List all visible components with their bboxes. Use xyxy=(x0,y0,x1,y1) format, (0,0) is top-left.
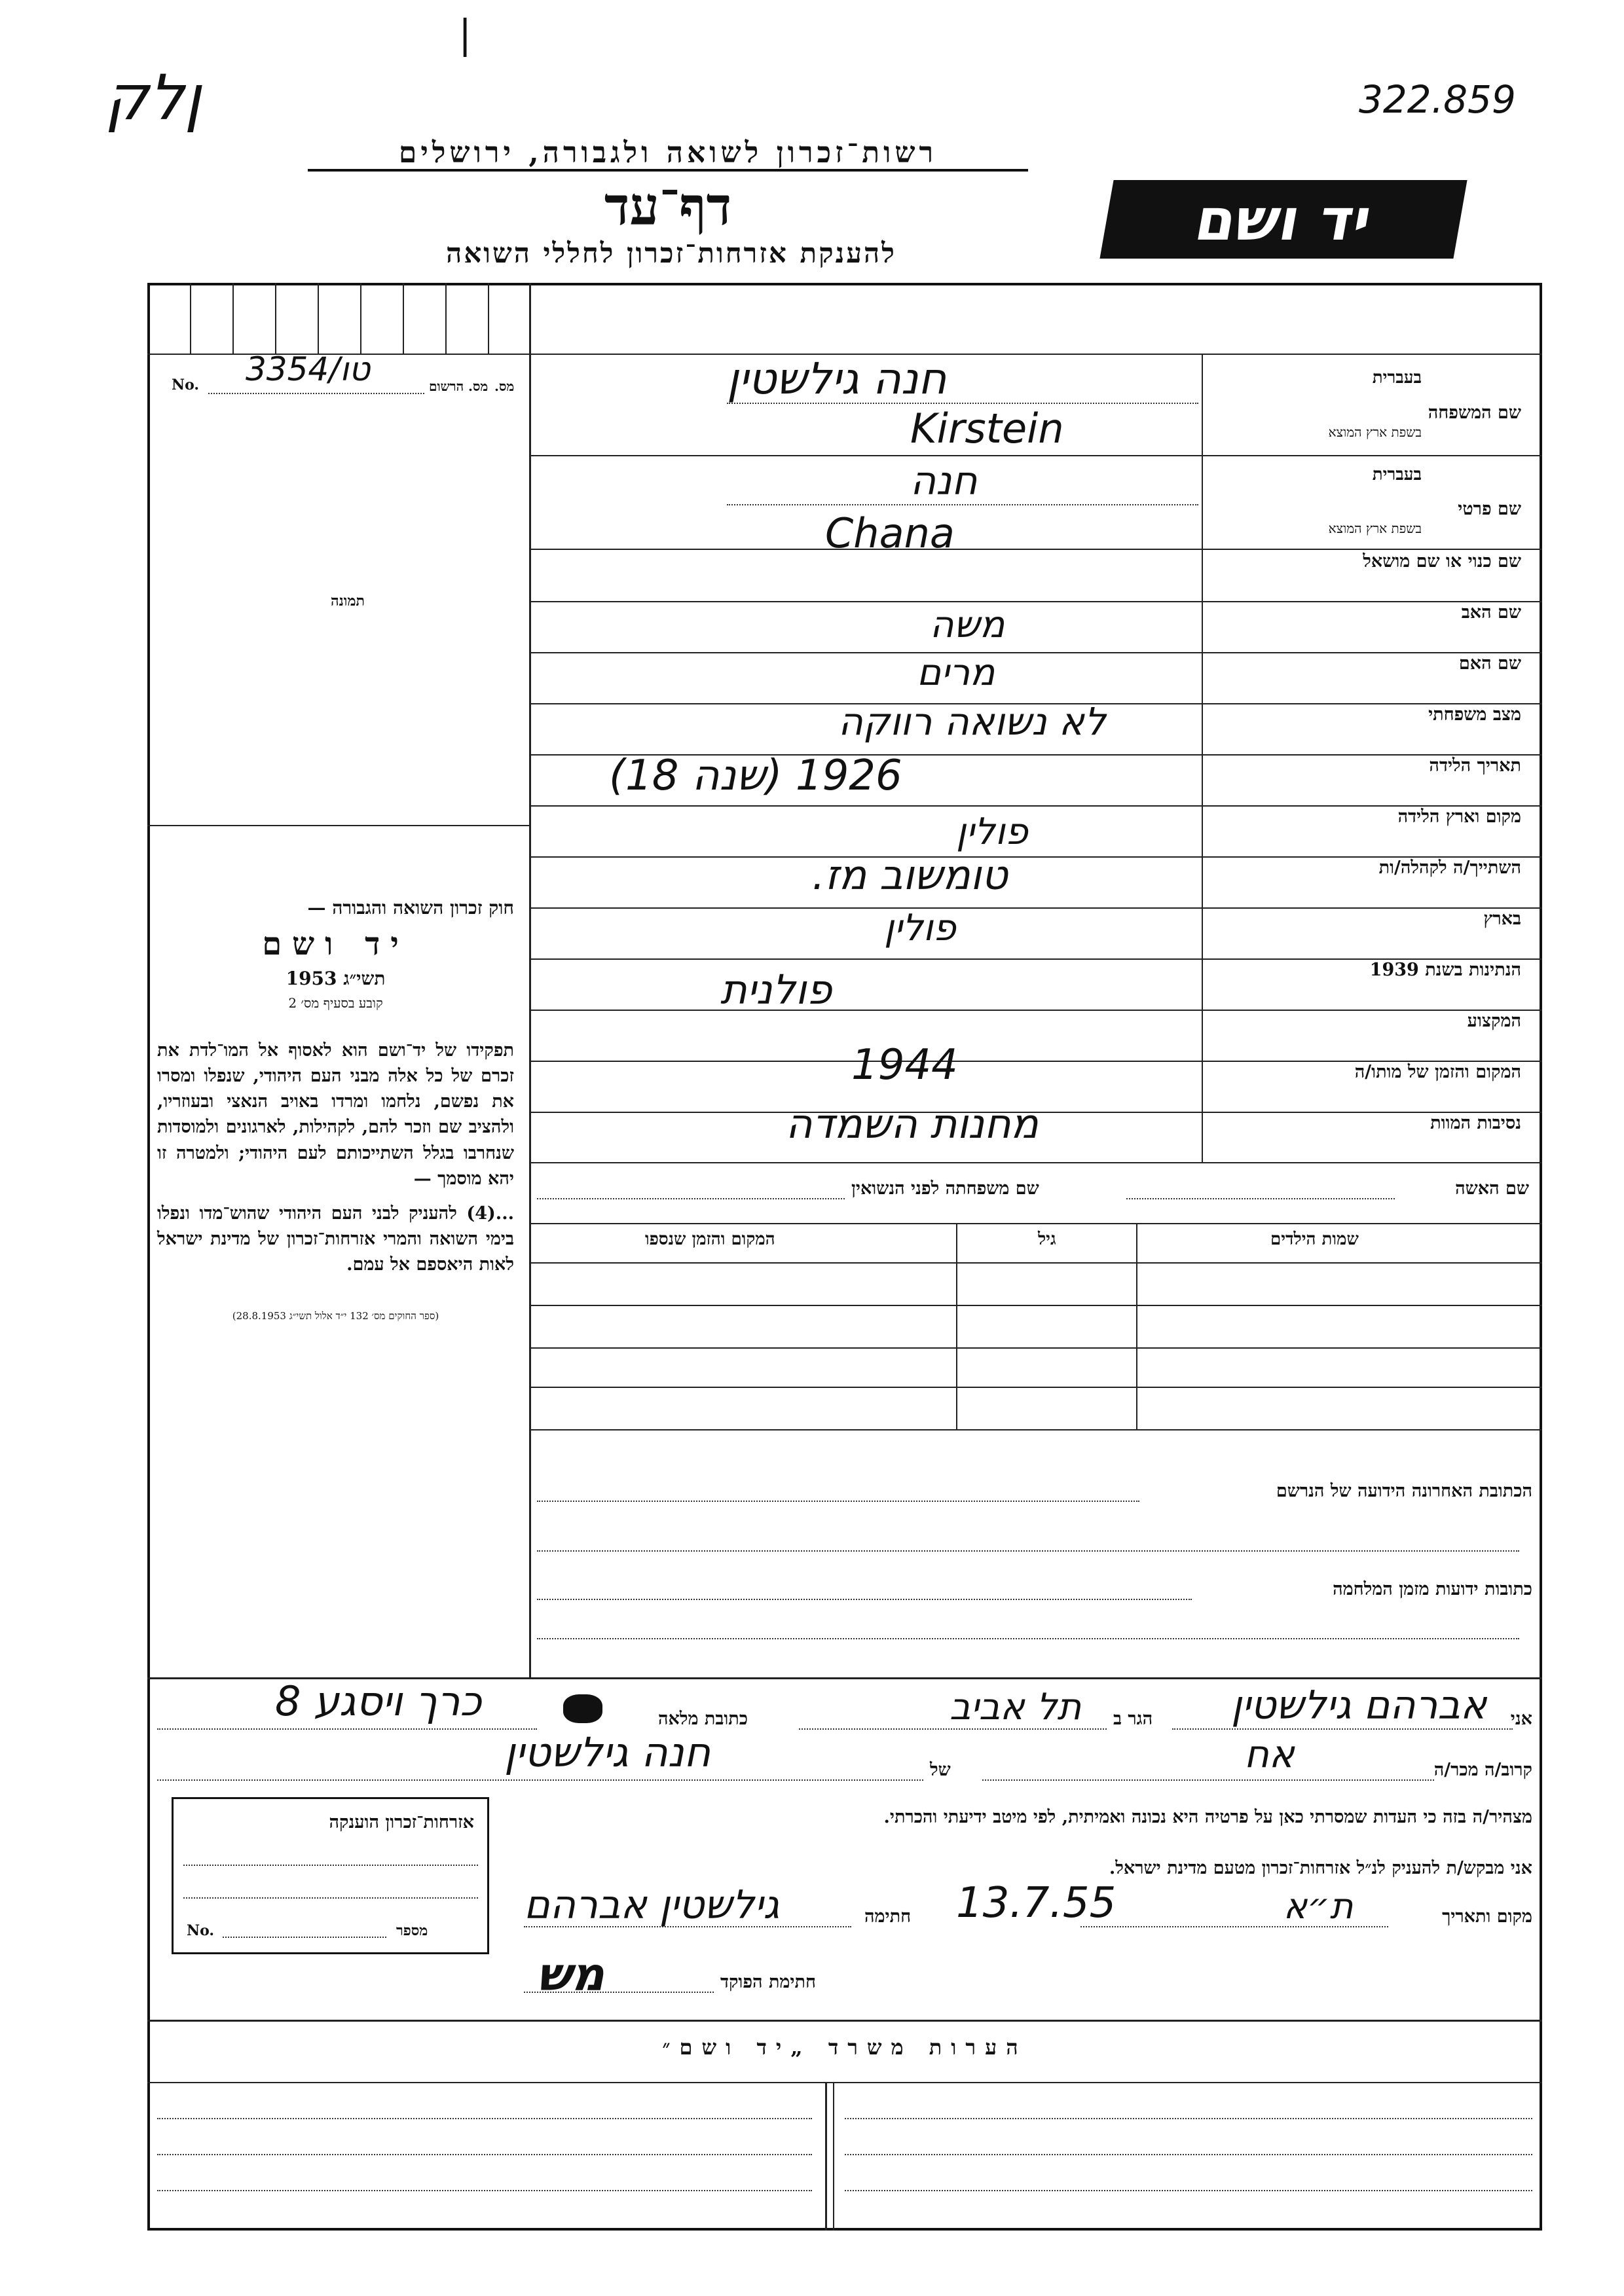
left-column-divider xyxy=(529,283,531,1677)
office-notes-dots xyxy=(157,2154,812,2155)
of-value: חנה גילשטין xyxy=(504,1728,711,1776)
reg-label: מס. הרשום xyxy=(429,378,489,394)
strip-cell xyxy=(190,283,191,354)
strip-cell xyxy=(360,283,361,354)
resides-dots xyxy=(799,1728,1107,1730)
nickname-label: שם כנוי או שם מושאל xyxy=(1363,551,1521,572)
ink-blot-icon xyxy=(563,1694,602,1723)
first-local-label: בשפת ארץ המוצא xyxy=(1328,520,1422,536)
law-year: תשי״ג 1953 xyxy=(286,968,386,989)
table-row-line xyxy=(529,1347,1542,1349)
country-label: בארץ xyxy=(1483,909,1521,929)
officer-label: חתימת הפוקד xyxy=(720,1972,816,1992)
margin-mark: | xyxy=(458,12,472,58)
place-value: ת״א xyxy=(1283,1886,1354,1927)
marital-label: מצב משפחתי xyxy=(1428,704,1521,725)
office-notes-dots xyxy=(157,2118,812,2119)
first-local-value: Chana xyxy=(825,509,955,557)
strip-cell xyxy=(318,283,319,354)
law-title: חוק זכרון השואה והגבורה — xyxy=(307,897,514,919)
address-dots xyxy=(537,1550,1519,1552)
row-line xyxy=(529,805,1542,807)
citizenship-number-label: מספר xyxy=(396,1922,428,1939)
relative-value: אח xyxy=(1244,1732,1295,1776)
law-para1: תפקידו של יד־ושם הוא לאסוף אל המו־לדת את זכרם של כל אלה מבני העם היהודי, שנפלו ומסרו את נפשם, נלחמו ומרדו באויב הנאצי ובעוזריו, ולהציב שם וזכר להם, לקהילות, לארגונים ולמוסדות שנחרבו בגלל השתייכותם לעם היהודי; ולמטרה זו יהא מוסמך — xyxy=(157,1040,514,1189)
law-footnote: (ספר החוקים מס׳ 132 י״ד אלול תשי״ג 28.8.1953) xyxy=(232,1310,439,1322)
resides-value: תל אביב xyxy=(950,1686,1082,1728)
strip-cell xyxy=(232,283,234,354)
citizenship-no-dots xyxy=(223,1937,386,1938)
row-line xyxy=(529,455,1542,456)
age-header: גיל xyxy=(1038,1230,1056,1249)
row-line xyxy=(529,1061,1542,1062)
place-date-label: מקום ותאריך xyxy=(1442,1906,1532,1927)
office-notes-dots xyxy=(845,2118,1532,2119)
family-hebrew-label: בעברית xyxy=(1372,368,1422,388)
office-notes-divider xyxy=(833,2082,834,2231)
community-value: טומשוב מז. xyxy=(812,851,1008,899)
yad-vashem-logo xyxy=(1099,180,1467,259)
row-line xyxy=(529,907,1542,909)
maiden-label: שם משפחתה לפני הנשואין xyxy=(851,1178,1039,1199)
header-authority: רשות־זכרון לשואה ולגבורה, ירושלים xyxy=(398,136,938,170)
family-name-label: שם המשפחה xyxy=(1428,403,1521,423)
relative-label: קרוב/ה מכר/ה xyxy=(1433,1760,1532,1780)
death-circ-label: נסיבות המוות xyxy=(1430,1113,1521,1133)
community-label: השתייך/ה לקהלה/ות xyxy=(1378,858,1521,878)
table-col-line xyxy=(956,1223,957,1429)
office-notes-divider xyxy=(825,2082,827,2231)
field-labels xyxy=(1203,354,1540,1162)
strip-cell xyxy=(445,283,447,354)
form-subtitle: להענקת אזרחות־זכרון לחללי השואה xyxy=(446,237,896,269)
row-line xyxy=(529,601,1542,602)
war-address-label: כתובות ידועות מזמן המלחמה xyxy=(1333,1579,1532,1599)
maiden-dots xyxy=(537,1198,845,1199)
wife-label: שם האשה xyxy=(1455,1178,1529,1199)
death-place-value: 1944 xyxy=(851,1041,958,1089)
table-row-line xyxy=(529,1387,1542,1388)
marital-value: לא נשואה רווקה xyxy=(838,699,1106,744)
statement2: אני מבקש/ת להעניק לנ״ל אזרחות־זכרון מטעם מדינת ישראל. xyxy=(1109,1858,1532,1878)
law-box xyxy=(157,897,514,1322)
officer-value: מש xyxy=(537,1948,605,2001)
reg-number: 3354/טו xyxy=(246,350,371,388)
first-name-label: שם פרטי xyxy=(1458,499,1521,519)
table-row-line xyxy=(529,1429,1542,1430)
reg-no-dots xyxy=(208,393,424,394)
wife-dots xyxy=(1126,1198,1395,1199)
last-address-label: הכתובת האחרונה הידועה של הנרשם xyxy=(1276,1481,1532,1501)
relative-dots xyxy=(982,1779,1434,1781)
reg-no-label: No. xyxy=(172,376,200,393)
citizenship-box xyxy=(172,1797,489,1954)
country-value: פולין xyxy=(884,907,956,949)
family-local-value: Kirstein xyxy=(910,405,1064,452)
signature-label: חתימה xyxy=(864,1906,912,1927)
law-para2: ...(4) להעניק לבני העם היהודי שהוש־מדו ונפלו בימי השואה והמרי אזרחות־זכרון של מדינת ישראל לאות היאספם אל עמם. xyxy=(157,1203,514,1275)
office-notes-title: הערות משרד „יד ושם״ xyxy=(662,2035,1027,2060)
row-line xyxy=(529,1162,1542,1163)
reg-abbr: מס. xyxy=(494,378,515,394)
statement1: מצהיר/ה בזה כי העדות שמסרתי כאן על פרטיה היא נכונה ואמיתית, לפי מיטב ידיעתי והכרתי. xyxy=(883,1807,1532,1827)
father-value: משה xyxy=(930,604,1005,646)
i-label: אני xyxy=(1510,1709,1532,1729)
law-clause: קובע בסעיף מס׳ 2 xyxy=(288,995,383,1011)
family-hebrew-value: חנה גילשטין xyxy=(727,354,947,404)
strip-cell xyxy=(488,283,489,354)
children-header: שמות הילדים xyxy=(1270,1230,1359,1249)
spouse-line xyxy=(529,1223,1542,1224)
work-value: כרך ויסגע 8 xyxy=(275,1677,482,1725)
office-notes-line xyxy=(147,2020,1542,2022)
strip-cell xyxy=(403,283,404,354)
citizenship-dots xyxy=(183,1865,478,1866)
office-notes-dots xyxy=(157,2190,812,2191)
birth-date-value: (18 שנה) 1926 xyxy=(609,752,902,800)
signature-value: גילשטין אברהם xyxy=(524,1882,780,1928)
profession-label: המקצוע xyxy=(1467,1011,1521,1031)
strip-cell xyxy=(275,283,276,354)
row-line xyxy=(529,958,1542,960)
death-circ-value: מחנות השמדה xyxy=(786,1100,1039,1148)
of-label: של xyxy=(930,1760,951,1780)
birth-place-value: פולין xyxy=(956,811,1028,853)
citizenship-dots xyxy=(183,1897,478,1899)
photo-box-bottom xyxy=(147,825,530,826)
citizenship-value: פולנית xyxy=(720,966,832,1013)
family-local-label: בשפת ארץ המוצא xyxy=(1328,424,1422,440)
law-name: יד ושם xyxy=(262,926,409,962)
logo-text: יד ושם xyxy=(1190,185,1377,253)
row-line xyxy=(529,1010,1542,1011)
office-notes-dots xyxy=(845,2190,1532,2191)
office-notes-line xyxy=(147,2082,1542,2083)
mid-dots xyxy=(727,504,1198,505)
i-dots xyxy=(1172,1728,1513,1730)
first-hebrew-value: חנה xyxy=(910,458,978,504)
citizenship-title: אזרחות־זכרון הוענקה xyxy=(329,1812,474,1832)
citizenship-no-label: No. xyxy=(187,1922,215,1939)
date-value: 13.7.55 xyxy=(956,1879,1116,1927)
father-label: שם האב xyxy=(1461,602,1521,623)
photo-label: תמונה xyxy=(331,592,365,610)
address-dots xyxy=(537,1599,1192,1600)
death-place-label: המקום והזמן של מותו/ה xyxy=(1354,1062,1521,1082)
table-col-line xyxy=(1136,1223,1137,1429)
first-hebrew-label: בעברית xyxy=(1372,465,1422,484)
margin-note-right: 322.859 xyxy=(1359,77,1516,122)
mother-label: שם האם xyxy=(1458,653,1521,674)
row-line xyxy=(529,856,1542,858)
birth-place-label: מקום וארץ הלידה xyxy=(1397,807,1521,827)
citizenship-label: הנתינות בשנת 1939 xyxy=(1369,960,1521,980)
work-label: כתובת מלאה xyxy=(658,1709,748,1729)
resides-label: הגר ב xyxy=(1113,1709,1153,1729)
mother-value: מרים xyxy=(917,651,995,694)
header-underline xyxy=(308,169,1028,172)
address-dots xyxy=(537,1638,1519,1639)
table-row-line xyxy=(529,1305,1542,1306)
form-title: דף־עד xyxy=(604,175,732,237)
margin-note-left: ןלק xyxy=(105,62,202,134)
work-dots xyxy=(157,1728,537,1730)
row-line xyxy=(529,652,1542,653)
i-value: אברהם גילשטין xyxy=(1231,1683,1487,1728)
row-line xyxy=(529,549,1542,550)
of-dots xyxy=(157,1779,923,1781)
table-row-line xyxy=(529,1262,1542,1264)
perished-header: המקום והזמן שנספו xyxy=(645,1230,775,1249)
address-dots xyxy=(537,1501,1139,1502)
office-notes-dots xyxy=(845,2154,1532,2155)
birth-date-label: תאריך הלידה xyxy=(1429,756,1521,776)
